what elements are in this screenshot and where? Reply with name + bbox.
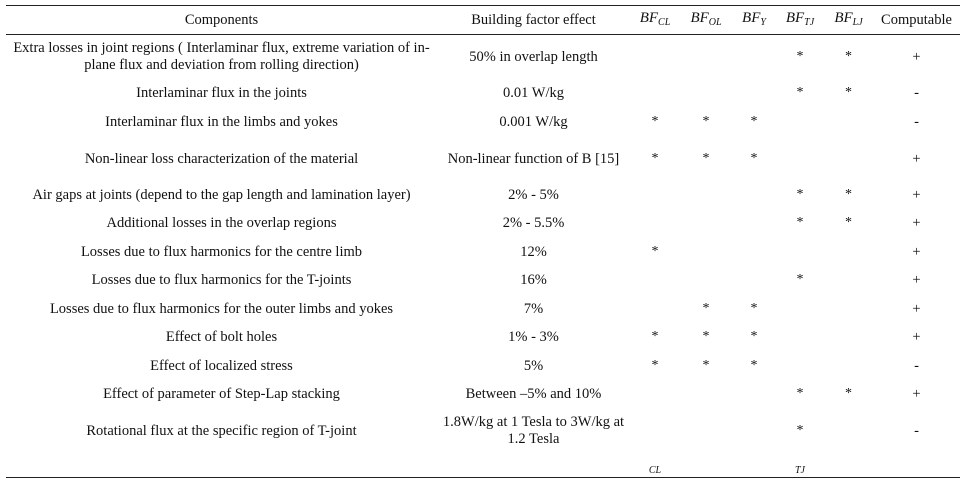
- cell-component: Effect of localized stress: [150, 357, 293, 374]
- cell-bf-tj: [776, 295, 824, 323]
- cell-bf-cl: [630, 295, 680, 323]
- cell-effect: 16%: [520, 272, 547, 288]
- cell-effect: Between –5% and 10%: [465, 386, 602, 402]
- cell-bf-y: [732, 238, 776, 266]
- footer-mark-tj: TJ: [795, 465, 805, 476]
- cell-bf-tj: [776, 107, 824, 137]
- header-bf-tj: $BF_{TJ}$: [785, 9, 815, 28]
- header-computable: Computable: [881, 11, 952, 28]
- table-row: [6, 238, 960, 266]
- cell-computable: +: [912, 48, 921, 65]
- cell-bf-y: [732, 409, 776, 453]
- cell-effect: 1% - 3%: [508, 329, 559, 345]
- cell-bf-cl: [630, 181, 680, 209]
- cell-bf-tj: *: [796, 386, 804, 401]
- cell-bf-lj: [824, 409, 873, 453]
- cell-bf-ol: [680, 266, 732, 295]
- cell-bf-tj: *: [796, 186, 804, 202]
- cell-bf-cl: [630, 380, 680, 409]
- cell-bf-cl: [630, 409, 680, 453]
- cell-bf-ol: *: [702, 329, 710, 344]
- cell-bf-ol: *: [702, 300, 710, 316]
- cell-bf-tj: *: [796, 272, 804, 287]
- cell-effect: 2% - 5.5%: [502, 215, 565, 231]
- table-row: [6, 323, 960, 352]
- cell-bf-ol: *: [702, 150, 710, 166]
- table-row: [6, 266, 960, 295]
- header-bf-ol: $BF_{OL}$: [690, 9, 722, 28]
- header-bf-lj: $BF_{LJ}$: [834, 9, 863, 28]
- cell-component: Effect of parameter of Step-Lap stacking: [103, 386, 340, 402]
- cell-effect: 0.001 W/kg: [499, 113, 568, 130]
- cell-component: [6, 453, 437, 478]
- cell-effect: 7%: [523, 300, 544, 317]
- cell-bf-tj: *: [796, 422, 804, 438]
- cell-bf-cl: [630, 79, 680, 107]
- cell-bf-y: *: [750, 150, 758, 166]
- cell-computable: -: [914, 84, 919, 101]
- cell-effect: [437, 453, 630, 478]
- cell-component: Extra losses in joint regions ( Interlaminar flux, extreme variation of in-plane flux and deviation from rolling direction): [13, 40, 430, 73]
- cell-bf-ol: [680, 409, 732, 453]
- cell-effect: 5%: [523, 357, 544, 374]
- footer-mark-ol: [680, 453, 732, 478]
- cell-bf-lj: [824, 295, 873, 323]
- cell-effect: 50% in overlap length: [469, 48, 598, 65]
- cell-bf-ol: [680, 209, 732, 238]
- cell-effect: Non-linear function of B [15]: [447, 150, 620, 167]
- cell-effect: 2% - 5%: [508, 186, 559, 203]
- header-components: Components: [184, 11, 259, 28]
- cell-bf-cl: *: [651, 113, 659, 129]
- cell-bf-cl: *: [651, 243, 659, 259]
- cell-computable: +: [912, 215, 921, 231]
- cell-bf-cl: [630, 35, 680, 80]
- cell-component: Interlaminar flux in the limbs and yokes: [105, 113, 338, 130]
- header-bf-y: $BF_Y$: [742, 9, 766, 28]
- cell-effect: 1.8W/kg at 1 Tesla to 3W/kg at 1.2 Tesla: [442, 414, 625, 447]
- table-row: [6, 107, 960, 137]
- cell-bf-y: [732, 181, 776, 209]
- cell-bf-cl: [630, 209, 680, 238]
- cell-bf-lj: *: [845, 48, 852, 64]
- building-factor-table: [6, 5, 960, 478]
- cell-computable: -: [914, 113, 919, 130]
- cell-bf-ol: [680, 238, 732, 266]
- cell-computable: +: [912, 386, 921, 402]
- cell-component: Additional losses in the overlap regions: [106, 215, 337, 231]
- cell-bf-cl: [630, 266, 680, 295]
- table-footer-row: [6, 453, 960, 478]
- cell-bf-y: [732, 209, 776, 238]
- cell-component: Non-linear loss characterization of the material: [84, 150, 359, 167]
- cell-bf-lj: *: [845, 386, 852, 401]
- cell-bf-lj: [824, 266, 873, 295]
- cell-computable: +: [912, 300, 921, 317]
- cell-component: Losses due to flux harmonics for the outer limbs and yokes: [49, 300, 394, 317]
- cell-bf-ol: *: [702, 357, 710, 373]
- cell-component: Effect of bolt holes: [165, 329, 278, 345]
- cell-computable: +: [912, 329, 921, 345]
- table-row: [6, 380, 960, 409]
- table-row: [6, 409, 960, 453]
- cell-effect: 0.01 W/kg: [503, 84, 564, 101]
- cell-bf-tj: *: [796, 215, 804, 230]
- cell-bf-y: *: [750, 300, 758, 316]
- cell-component: Rotational flux at the specific region of T-joint: [86, 422, 357, 439]
- cell-bf-y: *: [750, 329, 758, 344]
- cell-bf-y: *: [750, 357, 758, 373]
- footer-mark-y: [732, 453, 776, 478]
- cell-component: Losses due to flux harmonics for the centre limb: [80, 243, 363, 260]
- cell-component: Air gaps at joints (depend to the gap length and lamination layer): [32, 186, 411, 203]
- cell-bf-ol: [680, 35, 732, 80]
- cell-bf-lj: [824, 107, 873, 137]
- cell-bf-cl: *: [651, 329, 659, 344]
- footer-mark-cl: CL: [648, 465, 662, 476]
- cell-bf-tj: *: [796, 48, 804, 64]
- cell-bf-y: *: [750, 113, 758, 129]
- cell-bf-lj: [824, 323, 873, 352]
- table-row: [6, 35, 960, 80]
- cell-bf-ol: [680, 380, 732, 409]
- table-header-row: [6, 6, 960, 35]
- cell-bf-cl: *: [651, 357, 659, 373]
- cell-bf-lj: *: [845, 84, 852, 100]
- cell-bf-ol: *: [702, 113, 710, 129]
- cell-component: Losses due to flux harmonics for the T-joints: [91, 272, 352, 288]
- table-row: [6, 352, 960, 380]
- cell-computable: -: [914, 357, 919, 374]
- header-bf-cl: $BF_{CL}$: [639, 9, 671, 28]
- cell-bf-tj: [776, 238, 824, 266]
- cell-bf-tj: [776, 352, 824, 380]
- cell-effect: 12%: [520, 243, 547, 260]
- table-row: [6, 209, 960, 238]
- cell-bf-ol: [680, 181, 732, 209]
- cell-bf-y: [732, 380, 776, 409]
- cell-computable: +: [912, 150, 921, 167]
- cell-bf-tj: *: [796, 84, 804, 100]
- cell-bf-lj: *: [845, 215, 852, 230]
- cell-bf-lj: *: [845, 186, 852, 202]
- cell-computable: -: [914, 422, 919, 439]
- cell-bf-y: [732, 79, 776, 107]
- table-row: [6, 79, 960, 107]
- cell-bf-lj: [824, 238, 873, 266]
- cell-bf-tj: [776, 323, 824, 352]
- header-effect: Building factor effect: [471, 11, 596, 28]
- cell-bf-y: [732, 35, 776, 80]
- cell-computable: +: [912, 243, 921, 260]
- cell-bf-y: [732, 266, 776, 295]
- cell-bf-ol: [680, 79, 732, 107]
- cell-computable: [873, 453, 960, 478]
- cell-bf-lj: [824, 137, 873, 181]
- cell-component: Interlaminar flux in the joints: [136, 84, 307, 101]
- cell-computable: +: [912, 186, 921, 203]
- footer-mark-lj: [824, 453, 873, 478]
- cell-bf-cl: *: [651, 150, 659, 166]
- table-row: [6, 295, 960, 323]
- cell-computable: +: [912, 272, 921, 288]
- table-row: [6, 181, 960, 209]
- cell-bf-tj: [776, 137, 824, 181]
- table-row: [6, 137, 960, 181]
- cell-bf-lj: [824, 352, 873, 380]
